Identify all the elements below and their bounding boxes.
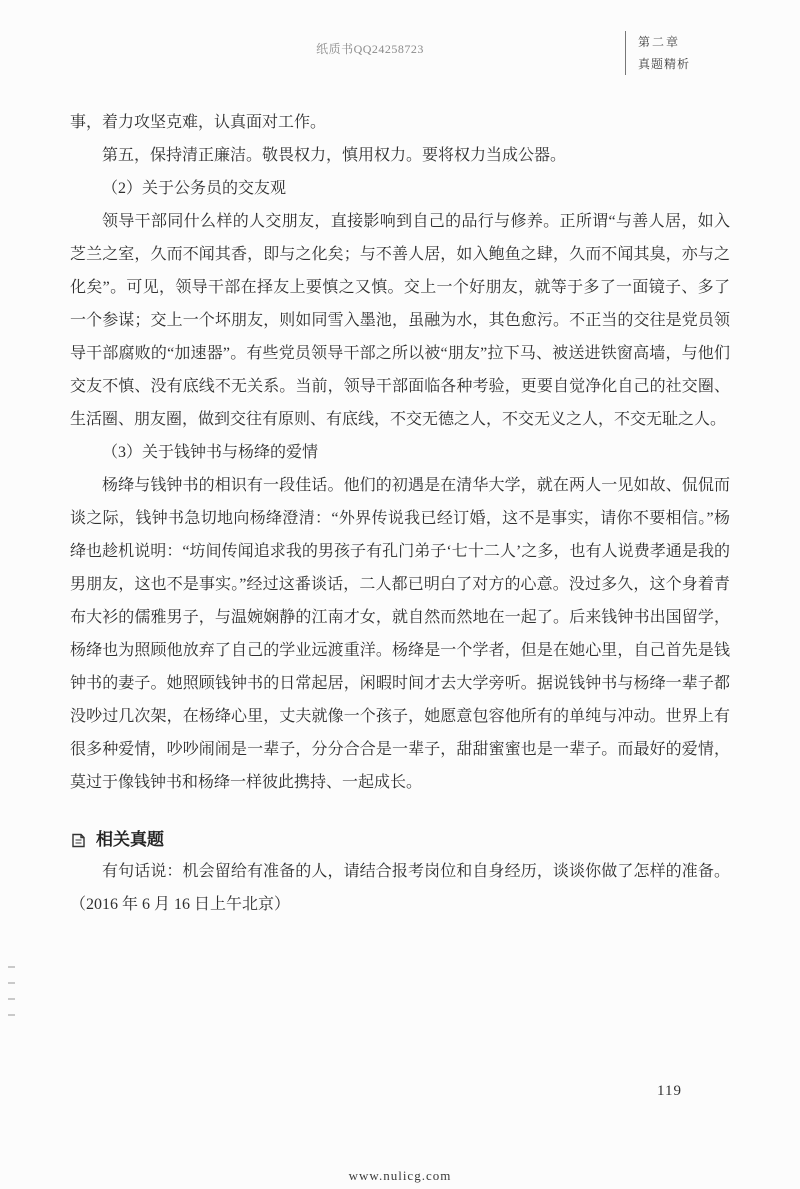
scan-artifact-marks <box>8 966 16 1030</box>
related-questions-title: 相关真题 <box>96 830 164 849</box>
related-questions-header <box>70 825 730 855</box>
subheading-friendship: （2）关于公务员的交友观 <box>102 180 287 197</box>
site-url: www.nulicg.com <box>348 1168 452 1183</box>
page-body <box>70 106 730 921</box>
subheading-love-story: （3）关于钱钟书与杨绛的爱情 <box>102 444 319 461</box>
exam-question: 有句话说：机会留给有准备的人，请结合报考岗位和自身经历，谈谈你做了怎样的准备。（2016 年 6 月 16 日上午北京） <box>70 863 730 913</box>
chapter-header <box>625 31 690 75</box>
section-label: 真题精析 <box>637 57 690 71</box>
book-page-icon <box>70 832 87 849</box>
related-questions-section <box>70 825 730 921</box>
paragraph: 第五，保持清正廉洁。敬畏权力，慎用权力。要将权力当成公器。 <box>102 147 567 164</box>
paragraph: 事，着力攻坚克难，认真面对工作。 <box>70 114 327 131</box>
page-number: 119 <box>657 1083 682 1099</box>
paragraph: 领导干部同什么样的人交朋友，直接影响到自己的品行与修养。正所谓“与善人居，如入芝兰之室，久而不闻其香，即与之化矣；与不善人居，如入鲍鱼之肆，久而不闻其臭，亦与之化矣”。可见，领导干部在择友上要慎之又慎。交上一个好朋友，就等于多了一面镜子、多了一个参谋；交上一个坏朋友，则如同雪入墨池，虽融为水，其色愈污。不正当的交往是党员领导干部腐败的“加速器”。有些党员领导干部之所以被“朋友”拉下马、被送进铁窗高墙，与他们交友不慎、没有底线不无关系。当前，领导干部面临各种考验，更要自觉净化自己的社交圈、生活圈、朋友圈，做到交往有原则、有底线，不交无德之人，不交无义之人，不交无耻之人。 <box>70 213 730 428</box>
paragraph: 杨绛与钱钟书的相识有一段佳话。他们的初遇是在清华大学，就在两人一见如故、侃侃而谈之际，钱钟书急切地向杨绛澄清：“外界传说我已经订婚，这不是事实，请你不要相信。”杨绛也趁机说明：“坊间传闻追求我的男孩子有孔门弟子‘七十二人’之多，也有人说费孝通是我的男朋友，这也不是事实。”经过这番谈话，二人都已明白了对方的心意。没过多久，这个身着青布大衫的儒雅男子，与温婉娴静的江南才女，就自然而然地在一起了。后来钱钟书出国留学，杨绛也为照顾他放弃了自己的学业远渡重洋。杨绛是一个学者，但是在她心里，自己首先是钱钟书的妻子。她照顾钱钟书的日常起居，闲暇时间才去大学旁听。据说钱钟书与杨绛一辈子都没吵过几次架，在杨绛心里，丈夫就像一个孩子，她愿意包容他所有的单纯与冲动。世界上有很多种爱情，吵吵闹闹是一辈子，分分合合是一辈子，甜甜蜜蜜也是一辈子。而最好的爱情，莫过于像钱钟书和杨绛一样彼此携持、一起成长。 <box>70 477 730 791</box>
chapter-label: 第二章 <box>637 35 680 49</box>
watermark-text: 纸质书QQ24258723 <box>316 42 424 56</box>
